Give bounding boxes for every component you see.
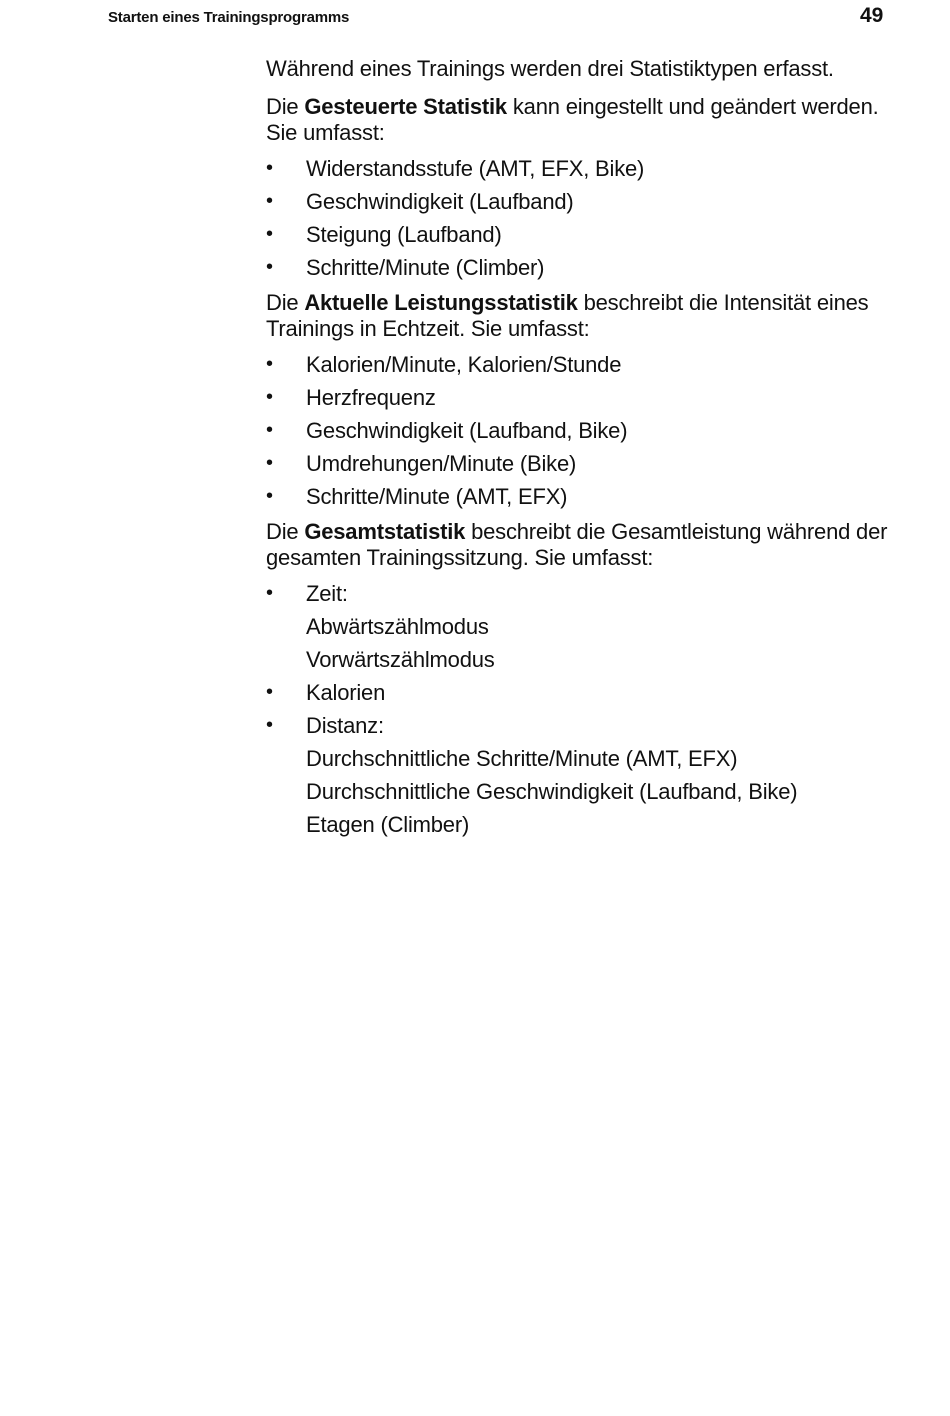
bullet-icon: • [266, 419, 273, 441]
intro-paragraph: Während eines Trainings werden drei Statistiktypen erfasst. [266, 56, 834, 81]
bullet-icon: • [266, 157, 273, 179]
bullet-icon: • [266, 452, 273, 474]
current-performance-list [266, 348, 896, 513]
bullet-icon: • [266, 582, 273, 604]
bullet-icon: • [266, 223, 273, 245]
bullet-icon: • [266, 386, 273, 408]
list-item: • Widerstandsstufe (AMT, EFX, Bike) [266, 152, 896, 185]
list-item-label: Kalorien [306, 680, 386, 705]
controlled-stats-list [266, 152, 896, 284]
bullet-icon: • [266, 714, 273, 736]
list-item: • Umdrehungen/Minute (Bike) [266, 447, 896, 480]
section-current-performance-intro: Die Aktuelle Leistungsstatistik beschreibt die Intensität eines Trainings in Echtzeit. Sie umfasst: [266, 290, 869, 341]
list-item: • Schritte/Minute (AMT, EFX) [266, 480, 896, 513]
sub-item: Vorwärtszählmodus [306, 647, 495, 672]
running-header: Starten eines Trainingsprogramms [108, 9, 350, 26]
term-total-stats: Gesamtstatistik [304, 519, 466, 544]
list-item [266, 676, 896, 709]
list-item: • Geschwindigkeit (Laufband) [266, 185, 896, 218]
sub-item: Abwärtszählmodus [306, 614, 489, 639]
term-current-performance-stats: Aktuelle Leistungsstatistik [304, 290, 578, 315]
term-controlled-stats: Gesteuerte Statistik [304, 94, 507, 119]
page-number: 49 [860, 4, 884, 27]
list-item: • Steigung (Laufband) [266, 218, 896, 251]
list-item [266, 577, 896, 676]
list-item: • Kalorien/Minute, Kalorien/Stunde [266, 348, 896, 381]
sub-item: Etagen (Climber) [306, 812, 470, 837]
bullet-icon: • [266, 190, 273, 212]
bullet-icon: • [266, 353, 273, 375]
page-body [266, 56, 896, 847]
sub-item: Durchschnittliche Schritte/Minute (AMT, EFX) [306, 746, 738, 771]
section-total-stats-intro: Die Gesamtstatistik beschreibt die Gesamtleistung während der gesamten Trainingssitzung. Sie umfasst: [266, 519, 888, 570]
sub-item: Durchschnittliche Geschwindigkeit (Laufband, Bike) [306, 779, 798, 804]
list-item: • Herzfrequenz [266, 381, 896, 414]
total-stats-list [266, 577, 896, 841]
bullet-icon: • [266, 485, 273, 507]
list-item: • Geschwindigkeit (Laufband, Bike) [266, 414, 896, 447]
list-item-label: Distanz: [306, 713, 384, 738]
list-item: • Schritte/Minute (Climber) [266, 251, 896, 284]
section-controlled-stats-intro: Die Gesteuerte Statistik kann eingestellt und geändert werden. Sie umfasst: [266, 94, 879, 145]
list-item [266, 709, 896, 841]
bullet-icon: • [266, 681, 273, 703]
bullet-icon: • [266, 256, 273, 278]
list-item-label: Zeit: [306, 581, 348, 606]
